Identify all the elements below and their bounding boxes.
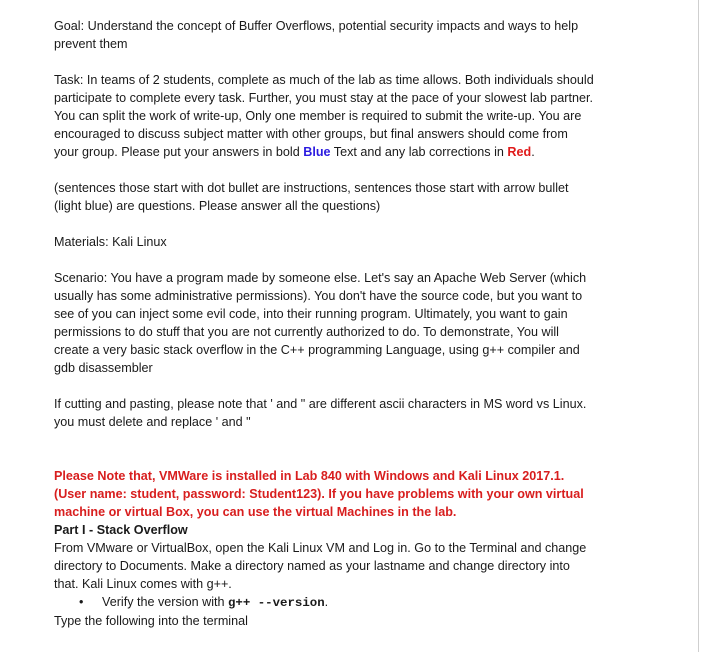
- part1-intro: From VMware or VirtualBox, open the Kali Linux VM and Log in. Go to the Terminal and change directory to Documents. Make a directory named as your lastname and change directory into that. Kali Linux comes with g++.: [54, 541, 587, 591]
- bullet-dot: •: [79, 595, 84, 609]
- task-paragraph: [54, 71, 594, 161]
- command-code: g++ --version: [228, 596, 325, 610]
- document-body: [54, 17, 594, 630]
- scenario-paragraph: Scenario: You have a program made by someone else. Let's say an Apache Web Server (which usually has some administrative permissions). You don't have the source code, but you want to see of you can inject some evil code, into their running program. Ultimately, you want to gain permissions to do stuff that you are not currently authorized to do. To demonstrate, You will create a very basic stack overflow in the C++ programming Language, using g++ compiler and gdb disassembler: [54, 271, 587, 375]
- paragraph-spacer: [54, 161, 594, 179]
- red-word: Red: [507, 145, 532, 159]
- paragraph-spacer: [54, 215, 594, 233]
- bullet-text: Verify the version with: [102, 595, 228, 609]
- materials-paragraph: Materials: Kali Linux: [54, 235, 167, 249]
- part1-heading: Part I - Stack Overflow: [54, 523, 188, 537]
- paste-note-paragraph: If cutting and pasting, please note that ' and " are different ascii characters in MS word vs Linux. you must delete and replace ' and ": [54, 397, 587, 429]
- paragraph-spacer: [54, 449, 594, 467]
- type-following-line: Type the following into the terminal: [54, 614, 248, 628]
- task-text-end: .: [531, 145, 535, 159]
- instruction-bullet: [54, 593, 594, 612]
- goal-paragraph: Goal: Understand the concept of Buffer Overflows, potential security impacts and ways to help prevent them: [54, 19, 579, 51]
- blue-word: Blue: [303, 145, 331, 159]
- task-text-middle: Text and any lab corrections in: [330, 145, 508, 159]
- bullet-end: .: [324, 595, 329, 609]
- paragraph-spacer: [54, 377, 594, 395]
- paragraph-spacer: [54, 431, 594, 449]
- vmware-note: Please Note that, VMWare is installed in Lab 840 with Windows and Kali Linux 2017.1. (User name: student, password: Student123). If you have problems with your own virtual machine or virtual Box, you can use the virtual Machines in the lab.: [54, 469, 584, 519]
- instructions-note: (sentences those start with dot bullet are instructions, sentences those start with arrow bullet (light blue) are questions. Please answer all the questions): [54, 181, 569, 213]
- paragraph-spacer: [54, 251, 594, 269]
- paragraph-spacer: [54, 53, 594, 71]
- task-text: Task: In teams of 2 students, complete as much of the lab as time allows. Both individuals should participate to complete every task. Further, you must stay at the pace of your slowest lab partner. You can split the work of write-up, Only one member is required to submit the write-up. You are encouraged to discuss subject matter with other groups, but final answers should come from your group. Please put your answers in bold: [54, 73, 594, 159]
